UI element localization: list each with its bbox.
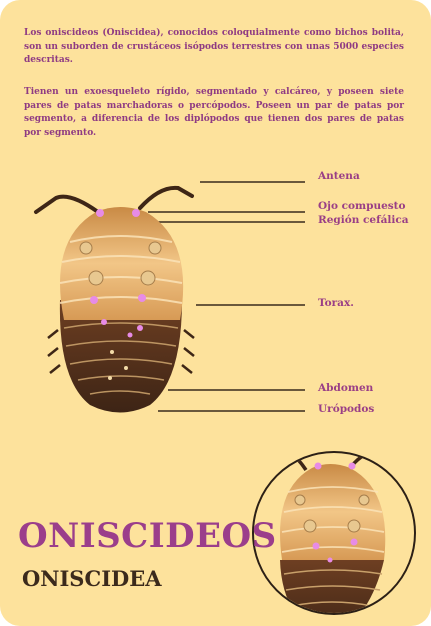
scientific-name: ONISCIDEA — [22, 566, 162, 591]
intro-paragraph: Los oniscideos (Oniscidea), conocidos coloquialmente como bichos bolita, son un suborden de crustáceos isópodos terrestres con unas 5000 especies descritas. — [24, 28, 404, 65]
label-uropodos: Urópodos — [318, 403, 375, 415]
main-title: ONISCIDEOS — [18, 516, 277, 556]
label-antena: Antena — [318, 170, 360, 182]
label-abdomen: Abdomen — [318, 382, 374, 394]
label-torax: Torax. — [318, 297, 354, 309]
label-region-cefalica: Región cefálica — [318, 214, 409, 226]
label-ojo-compuesto: Ojo compuesto — [318, 200, 406, 212]
anatomy-paragraph: Tienen un exoesqueleto rígido, segmentado y calcáreo, y poseen siete pares de patas marchadoras o percópodos. Poseen un par de patas por segmento, a diferencia de los diplópodos que tienen dos pares de patas por segmento. — [24, 87, 404, 138]
zoom-inset-circle — [253, 450, 415, 626]
